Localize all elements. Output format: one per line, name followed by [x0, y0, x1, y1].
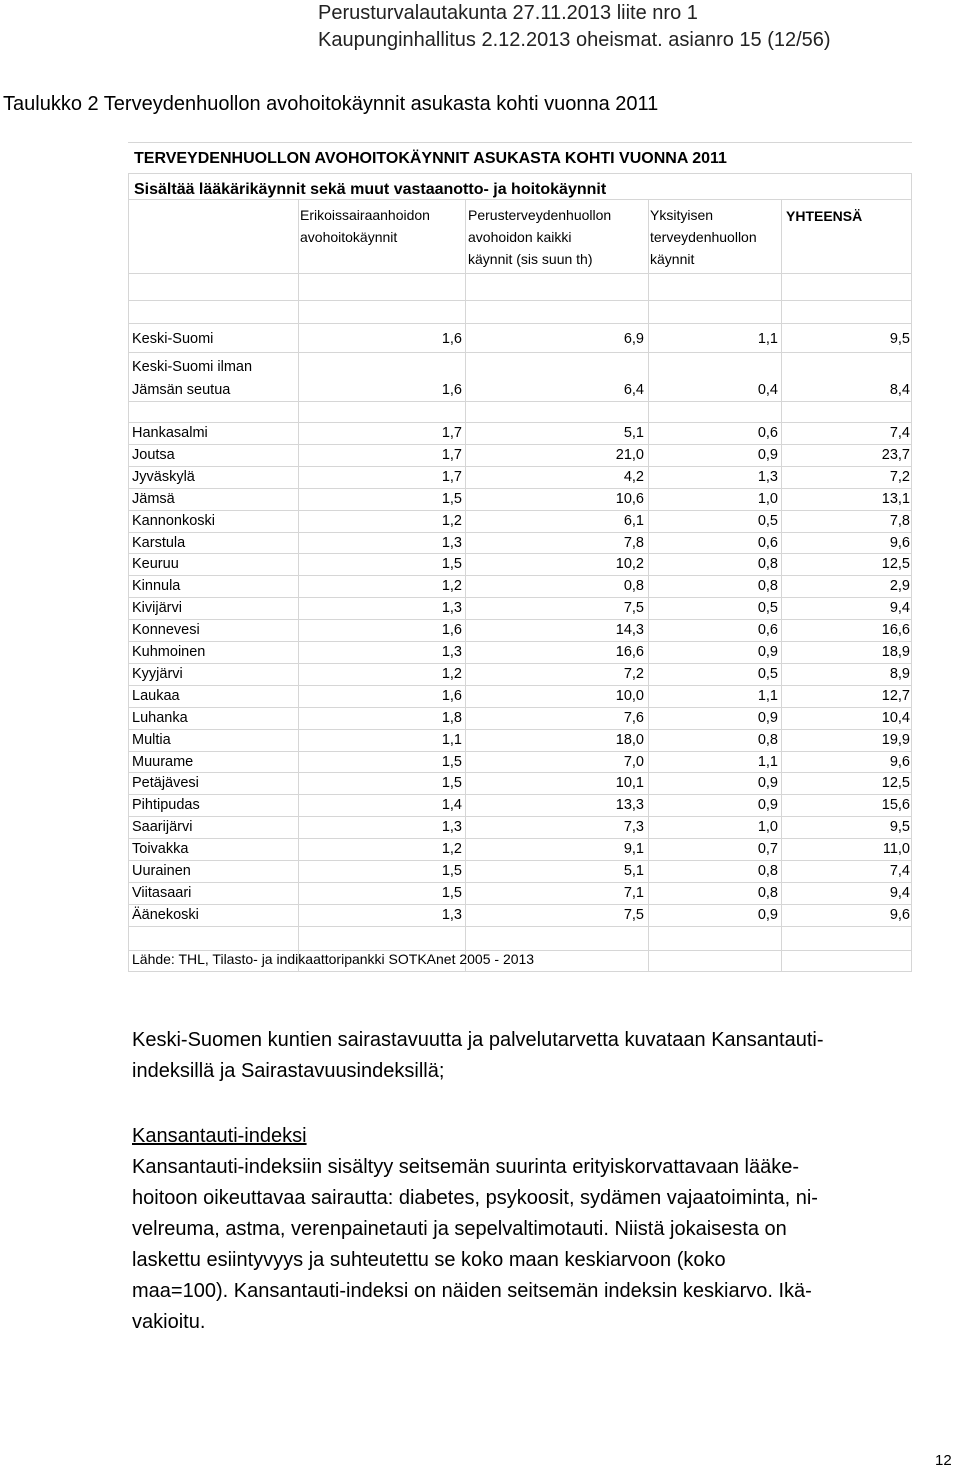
grid-line: [128, 142, 912, 143]
grid-line: [128, 641, 912, 642]
cell-primary-care: 21,0: [615, 446, 644, 463]
cell-total: 8,4: [889, 382, 910, 398]
cell-total: 9,6: [889, 753, 910, 770]
cell-specialist: 1,5: [441, 753, 462, 770]
row-name: Kinnula: [132, 578, 181, 595]
cell-specialist: 1,5: [441, 863, 462, 879]
cell-private: 0,9: [757, 797, 778, 814]
row-name: Keski-Suomi: [132, 331, 214, 347]
cell-private: 1,1: [757, 331, 778, 347]
cell-primary-care: 7,5: [623, 906, 644, 923]
cell-total: 9,4: [889, 600, 910, 617]
cell-primary-care: 7,1: [623, 884, 644, 901]
cell-total: 23,7: [881, 446, 910, 463]
grid-line: [128, 619, 912, 620]
cell-private: 1,1: [757, 753, 778, 770]
cell-private: 0,9: [757, 775, 778, 792]
cell-total: 13,1: [881, 490, 910, 507]
cell-total: 12,5: [881, 556, 910, 573]
cell-total: 9,4: [889, 884, 910, 901]
text-line: indeksillä ja Sairastavuusindeksillä;: [132, 1060, 445, 1082]
cell-primary-care: 18,0: [615, 731, 644, 748]
row-name: Uurainen: [132, 863, 191, 879]
grid-line: [128, 422, 912, 423]
grid-line: [128, 971, 912, 972]
cell-specialist: 1,2: [441, 841, 462, 858]
grid-line: [128, 199, 912, 200]
cell-private: 0,6: [757, 622, 778, 639]
body-paragraph-2: [132, 1152, 818, 1338]
row-name: Äänekoski: [132, 906, 199, 923]
cell-private: 0,9: [757, 446, 778, 463]
grid-line: [128, 173, 129, 971]
cell-private: 1,0: [757, 819, 778, 836]
cell-specialist: 1,4: [441, 797, 462, 814]
cell-specialist: 1,7: [441, 425, 462, 441]
text-line: vakioitu.: [132, 1311, 206, 1333]
grid-line: [128, 816, 912, 817]
grid-line: [781, 199, 782, 971]
cell-private: 0,9: [757, 709, 778, 726]
text-line: velreuma, astma, verenpainetauti ja sepelvaltimotauti. Niistä jokaisesta on: [132, 1218, 787, 1240]
row-name-line-2: Jämsän seutua: [132, 382, 231, 398]
cell-specialist: 1,6: [441, 622, 462, 639]
cell-total: 9,6: [889, 534, 910, 551]
grid-line: [128, 729, 912, 730]
column-header-total: YHTEENSÄ: [786, 208, 863, 224]
cell-primary-care: 4,2: [623, 468, 644, 485]
grid-line: [128, 860, 912, 861]
cell-primary-care: 5,1: [623, 863, 644, 879]
grid-line: [465, 199, 466, 971]
row-name: Petäjävesi: [132, 775, 199, 792]
row-name: Kivijärvi: [132, 600, 182, 617]
cell-primary-care: 6,1: [623, 512, 644, 529]
page-number: 12: [935, 1452, 952, 1469]
row-name: Luhanka: [132, 709, 188, 726]
grid-line: [128, 466, 912, 467]
cell-private: 1,0: [757, 490, 778, 507]
cell-specialist: 1,5: [441, 490, 462, 507]
row-name: Pihtipudas: [132, 797, 200, 814]
grid-line: [128, 444, 912, 445]
cell-private: 0,9: [757, 906, 778, 923]
cell-total: 7,4: [889, 863, 910, 879]
cell-primary-care: 7,3: [623, 819, 644, 836]
table-source: Lähde: THL, Tilasto- ja indikaattoripankki SOTKAnet 2005 - 2013: [132, 951, 535, 967]
cell-private: 0,5: [757, 665, 778, 682]
row-name: Karstula: [132, 534, 186, 551]
grid-line: [128, 300, 912, 301]
cell-private: 0,8: [757, 578, 778, 595]
text-line: Kansantauti-indeksiin sisältyy seitsemän suurinta erityiskorvattavaan lääke-: [132, 1156, 799, 1178]
cell-specialist: 1,2: [441, 665, 462, 682]
cell-specialist: 1,5: [441, 884, 462, 901]
grid-line: [128, 273, 912, 274]
grid-line: [128, 663, 912, 664]
grid-line: [128, 352, 912, 353]
cell-total: 9,5: [889, 819, 910, 836]
cell-private: 1,1: [757, 687, 778, 704]
cell-private: 1,3: [757, 468, 778, 485]
cell-private: 0,8: [757, 556, 778, 573]
cell-primary-care: 5,1: [623, 425, 644, 441]
grid-line: [911, 173, 912, 971]
column-header-specialist: Erikoissairaanhoidon avohoitokäynnit: [300, 207, 430, 245]
cell-specialist: 1,3: [441, 534, 462, 551]
text-line: maa=100). Kansantauti-indeksi on näiden seitsemän indeksin keskiarvo. Ikä-: [132, 1280, 812, 1302]
cell-primary-care: 6,4: [623, 382, 644, 398]
cell-primary-care: 7,2: [623, 665, 644, 682]
cell-total: 2,9: [889, 578, 910, 595]
section-heading: Kansantauti-indeksi: [132, 1125, 307, 1147]
body-paragraph-1: [132, 1025, 824, 1087]
row-name: Kyyjärvi: [132, 665, 183, 682]
row-name: Viitasaari: [132, 884, 192, 901]
cell-specialist: 1,3: [441, 819, 462, 836]
cell-specialist: 1,8: [441, 709, 462, 726]
grid-line: [128, 488, 912, 489]
cell-specialist: 1,3: [441, 906, 462, 923]
cell-private: 0,8: [757, 863, 778, 879]
grid-line: [128, 685, 912, 686]
cell-private: 0,8: [757, 731, 778, 748]
grid-line: [128, 401, 912, 402]
row-name: Konnevesi: [132, 622, 200, 639]
cell-primary-care: 13,3: [615, 797, 644, 814]
header-line-2: Kaupunginhallitus 2.12.2013 oheismat. asianro 15 (12/56): [318, 29, 831, 51]
cell-total: 7,8: [889, 512, 910, 529]
cell-specialist: 1,6: [441, 331, 462, 347]
cell-specialist: 1,5: [441, 775, 462, 792]
cell-total: 7,4: [889, 425, 910, 441]
row-name: Kannonkoski: [132, 512, 216, 529]
cell-primary-care: 7,5: [623, 600, 644, 617]
header-line-1: Perusturvalautakunta 27.11.2013 liite nro 1: [318, 2, 698, 24]
grid-line: [128, 173, 912, 174]
cell-total: 10,4: [881, 709, 910, 726]
grid-line: [128, 597, 912, 598]
cell-primary-care: 14,3: [615, 622, 644, 639]
grid-line: [648, 199, 649, 971]
cell-total: 12,5: [881, 775, 910, 792]
cell-specialist: 1,6: [441, 382, 462, 398]
grid-line: [128, 904, 912, 905]
cell-primary-care: 7,6: [623, 709, 644, 726]
grid-line: [298, 199, 299, 971]
cell-total: 9,6: [889, 906, 910, 923]
text-line: Keski-Suomen kuntien sairastavuutta ja palvelutarvetta kuvataan Kansantauti-: [132, 1029, 824, 1051]
cell-primary-care: 0,8: [623, 578, 644, 595]
cell-private: 0,6: [757, 425, 778, 441]
row-name: Laukaa: [132, 687, 180, 704]
cell-specialist: 1,2: [441, 578, 462, 595]
cell-specialist: 1,1: [441, 731, 462, 748]
grid-line: [128, 323, 912, 324]
grid-line: [128, 794, 912, 795]
row-name: Joutsa: [132, 446, 175, 463]
row-name: Multia: [132, 731, 171, 748]
row-name: Saarijärvi: [132, 819, 193, 836]
cell-private: 0,6: [757, 534, 778, 551]
cell-specialist: 1,5: [441, 556, 462, 573]
cell-primary-care: 10,0: [615, 687, 644, 704]
grid-line: [128, 707, 912, 708]
cell-private: 0,5: [757, 600, 778, 617]
cell-private: 0,8: [757, 884, 778, 901]
cell-specialist: 1,7: [441, 468, 462, 485]
row-name: Jyväskylä: [132, 468, 195, 485]
cell-total: 19,9: [881, 731, 910, 748]
cell-private: 0,7: [757, 841, 778, 858]
cell-primary-care: 10,2: [615, 556, 644, 573]
cell-total: 12,7: [881, 687, 910, 704]
cell-primary-care: 7,8: [623, 534, 644, 551]
cell-primary-care: 10,6: [615, 490, 644, 507]
cell-primary-care: 10,1: [615, 775, 644, 792]
cell-specialist: 1,2: [441, 512, 462, 529]
grid-line: [128, 751, 912, 752]
row-name: Jämsä: [132, 490, 175, 507]
row-name: Toivakka: [132, 841, 189, 858]
column-header-primary-care: Perusterveydenhuollon avohoidon kaikki käynnit (sis suun th): [468, 207, 612, 267]
grid-line: [128, 926, 912, 927]
row-name: Keuruu: [132, 556, 179, 573]
row-name: Muurame: [132, 753, 194, 770]
cell-total: 9,5: [889, 331, 910, 347]
grid-line: [128, 838, 912, 839]
column-header-private: Yksityisen terveydenhuollon käynnit: [650, 207, 757, 267]
cell-specialist: 1,3: [441, 600, 462, 617]
row-name: Hankasalmi: [132, 425, 208, 441]
cell-primary-care: 7,0: [623, 753, 644, 770]
cell-specialist: 1,3: [441, 644, 462, 660]
cell-total: 16,6: [881, 622, 910, 639]
text-line: laskettu esiintyvyys ja suhteutettu se koko maan keskiarvoon (koko: [132, 1249, 726, 1271]
cell-private: 0,4: [757, 382, 778, 398]
cell-primary-care: 6,9: [623, 331, 644, 347]
cell-specialist: 1,6: [441, 687, 462, 704]
grid-line: [128, 532, 912, 533]
cell-total: 15,6: [881, 797, 910, 814]
document-title: Taulukko 2 Terveydenhuollon avohoitokäynnit asukasta kohti vuonna 2011: [3, 93, 659, 115]
cell-primary-care: 16,6: [615, 644, 644, 660]
table-subtitle: Sisältää lääkärikäynnit sekä muut vastaanotto- ja hoitokäynnit: [134, 181, 607, 198]
cell-primary-care: 9,1: [623, 841, 644, 858]
grid-line: [128, 772, 912, 773]
cell-private: 0,5: [757, 512, 778, 529]
cell-total: 18,9: [881, 644, 910, 660]
row-name: Kuhmoinen: [132, 644, 206, 660]
grid-line: [128, 510, 912, 511]
cell-total: 8,9: [889, 665, 910, 682]
cell-specialist: 1,7: [441, 446, 462, 463]
cell-total: 7,2: [889, 468, 910, 485]
row-name-line-1: Keski-Suomi ilman: [132, 359, 253, 375]
data-table: [128, 142, 912, 972]
text-line: hoitoon oikeuttavaa sairautta: diabetes, psykoosit, sydämen vajaatoiminta, ni-: [132, 1187, 818, 1209]
cell-private: 0,9: [757, 644, 778, 660]
grid-line: [128, 575, 912, 576]
table-title: TERVEYDENHUOLLON AVOHOITOKÄYNNIT ASUKASTA KOHTI VUONNA 2011: [134, 150, 727, 167]
cell-total: 11,0: [882, 841, 910, 858]
grid-line: [128, 553, 912, 554]
grid-line: [128, 882, 912, 883]
